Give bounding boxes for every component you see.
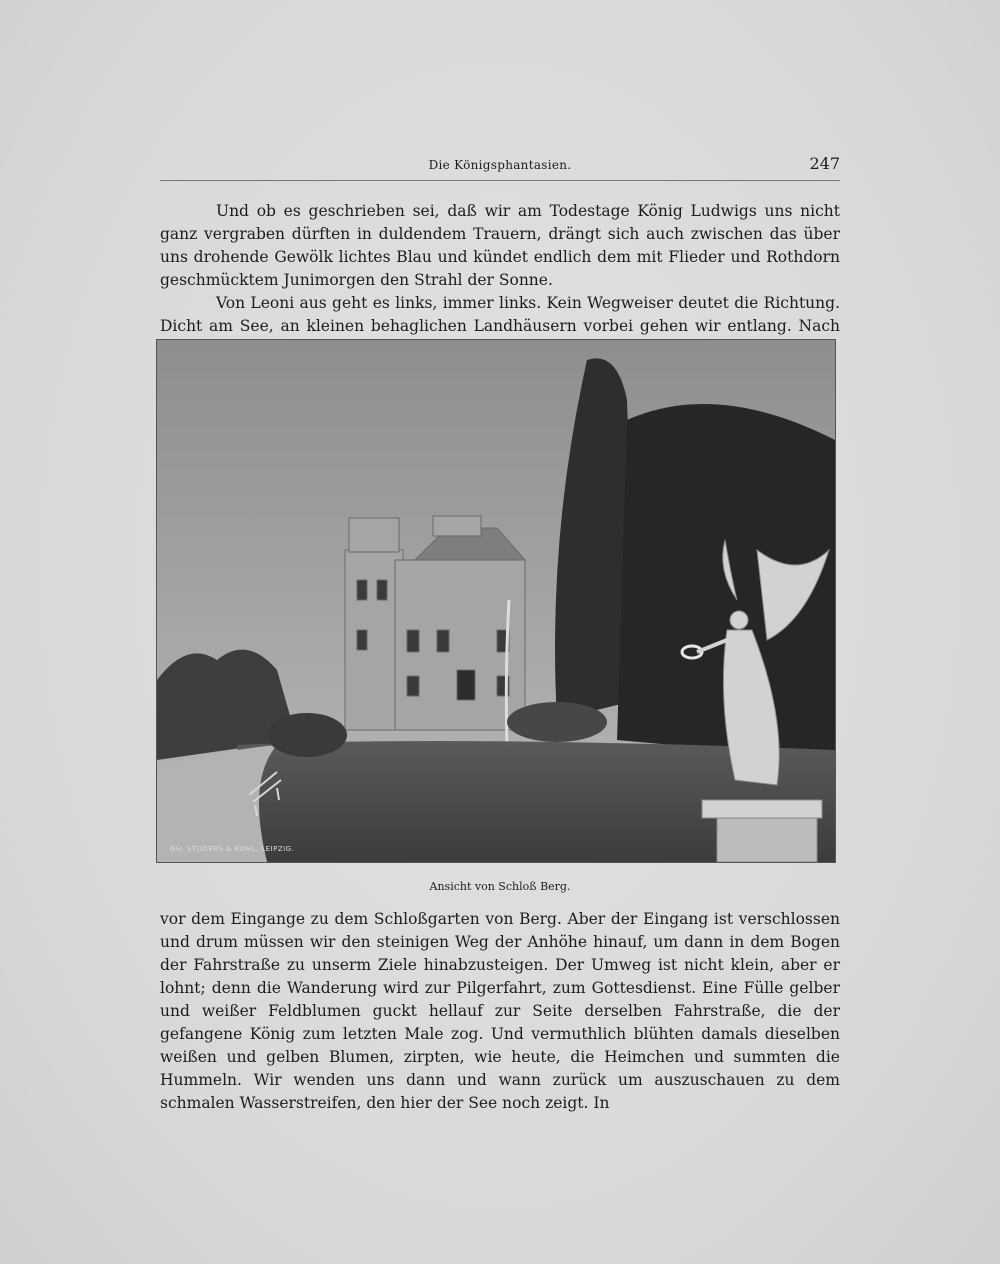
castle-tower-left xyxy=(345,550,403,730)
photo-imprint: GH. STUDERS & KOHL, LEIPZIG. xyxy=(170,845,295,853)
running-head xyxy=(160,152,840,181)
castle-door xyxy=(457,670,475,700)
bush xyxy=(507,702,607,742)
photo-plate-schloss-berg xyxy=(156,339,836,863)
statue-pedestal xyxy=(717,818,817,862)
page-number: 247 xyxy=(809,154,840,173)
statue-pedestal-top xyxy=(702,800,822,818)
figure-caption: Ansicht von Schloß Berg. xyxy=(429,880,571,893)
castle-photo-illustration xyxy=(157,340,835,862)
running-title: Die Königsphantasien. xyxy=(428,158,572,172)
castle xyxy=(345,516,525,730)
paragraph: vor dem Eingange zu dem Schloßgarten von Berg. Aber der Eingang ist verschlossen und drum müssen wir den steinigen Weg der Anhöhe hinauf, um dann in dem Bogen der Fahrstraße zu unserm Ziele hinabzusteigen. Der Umweg ist nicht klein, aber er lohnt; denn die Wanderung wird zur Pilgerfahrt, zum Gottesdienst. Eine Fülle gelber und weißer Feldblumen guckt hellauf zur Seite derselben Fahrstraße, die der gefangene König zum letzten Male zog. Und vermuthlich blühten damals dieselben weißen und gelben Blumen, zirpten, wie heute, die Heimchen und summten die Hummeln. Wir wenden uns dann und wann zurück um auszuschauen zu dem schmalen Wasserstreifen, den hier der See noch zeigt. In xyxy=(160,910,840,1112)
text-block-top xyxy=(160,200,840,361)
angel-head xyxy=(730,611,748,629)
paragraph: Und ob es geschrieben sei, daß wir am Todestage König Ludwigs uns nicht ganz vergraben dürften in duldendem Trauern, drängt sich auch zwischen das über uns drohende Gewölk lichtes Blau und kündet endlich dem mit Flieder und Rothdorn geschmücktem Junimorgen den Strahl der Sonne. xyxy=(160,202,840,289)
castle-tower-top xyxy=(349,518,399,552)
bush xyxy=(267,713,347,757)
text-block-bottom xyxy=(160,908,840,1115)
castle-battlement xyxy=(433,516,481,536)
paragraph: Von Leoni aus geht es links, immer links. Kein Wegweiser deutet die Richtung. Dicht am See, an kleinen behaglichen Landhäusern vorbei gehen wir entlang. Nach xyxy=(160,294,840,335)
